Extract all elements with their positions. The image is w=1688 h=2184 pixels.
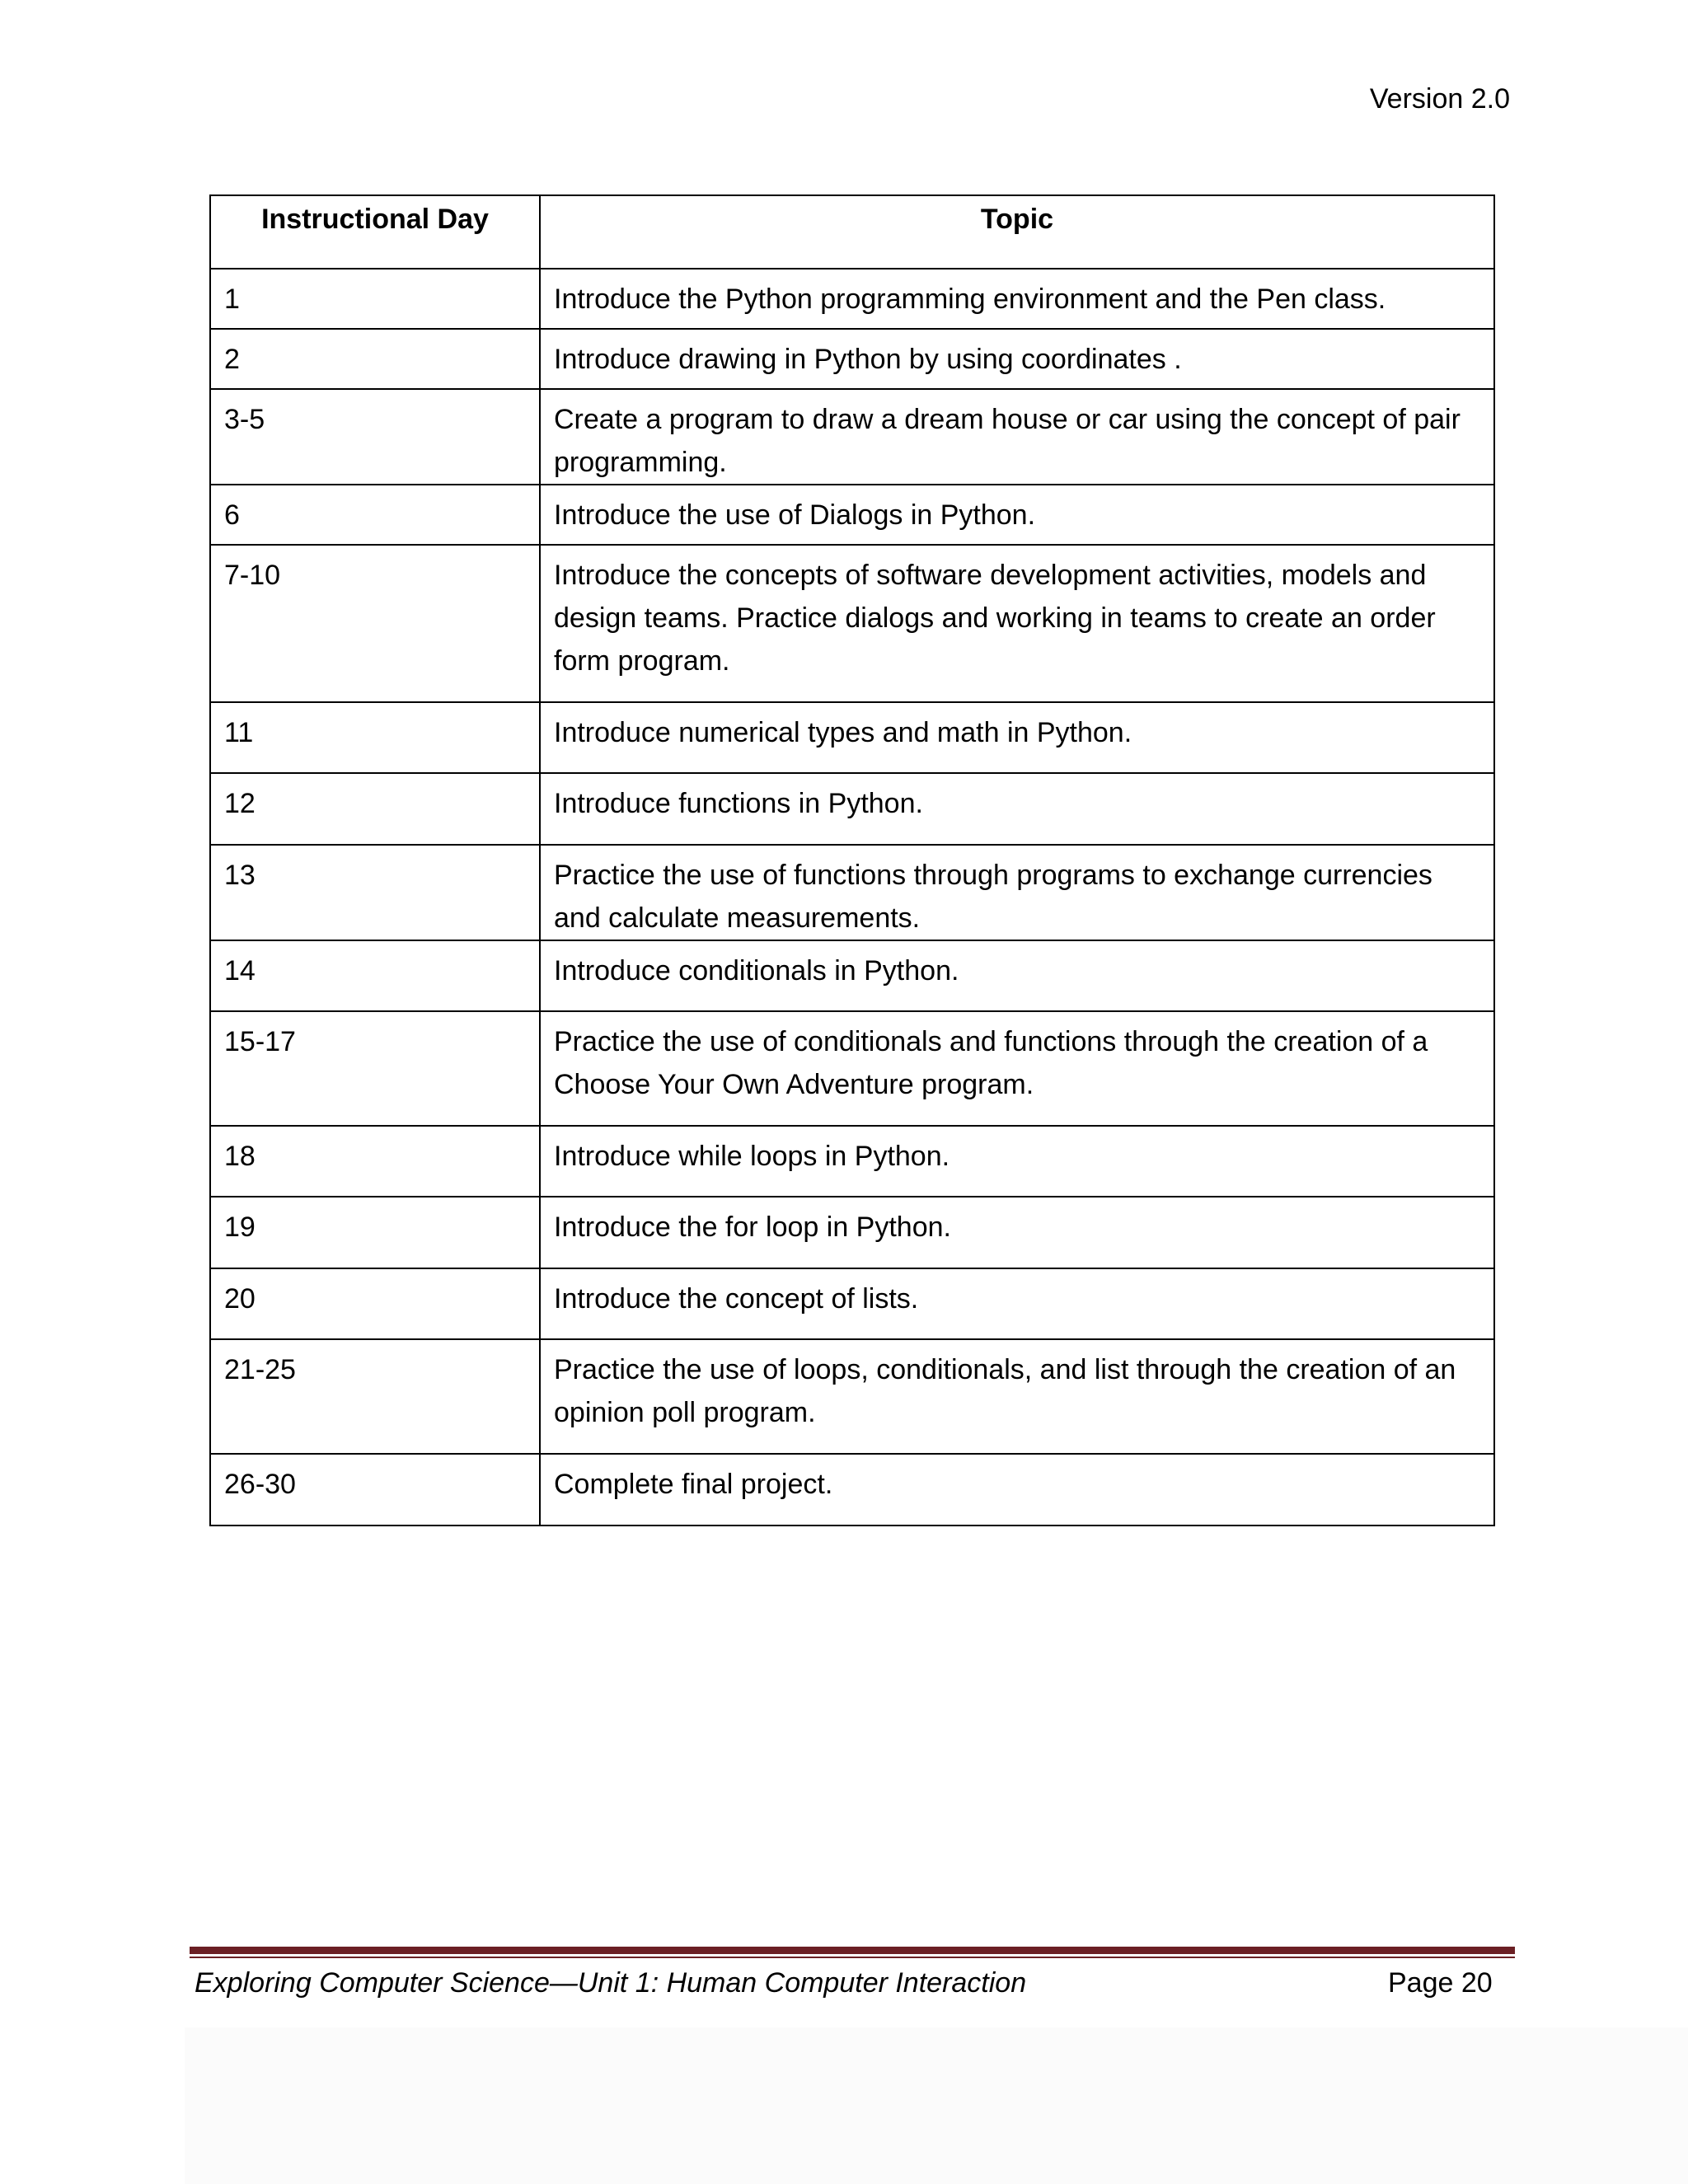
topic-cell: Introduce drawing in Python by using coordinates .	[540, 329, 1494, 389]
table-row	[210, 329, 1494, 389]
table-row	[210, 1454, 1494, 1526]
topic-cell: Introduce conditionals in Python.	[540, 940, 1494, 1011]
footer-title: Exploring Computer Science—Unit 1: Human Computer Interaction	[195, 1967, 1027, 1999]
table-row	[210, 773, 1494, 845]
version-label: Version 2.0	[1369, 83, 1510, 115]
header-instructional-day: Instructional Day	[210, 195, 540, 269]
day-cell: 11	[210, 702, 540, 773]
topic-cell: Introduce the use of Dialogs in Python.	[540, 485, 1494, 545]
day-cell: 21-25	[210, 1339, 540, 1454]
day-cell: 18	[210, 1126, 540, 1197]
topic-cell: Introduce the concepts of software development activities, models and design teams. Practice dialogs and working in teams to create an order form program.	[540, 545, 1494, 702]
topic-cell: Practice the use of functions through programs to exchange currencies and calculate measurements.	[540, 845, 1494, 940]
table-row	[210, 269, 1494, 329]
table-header-row	[210, 195, 1494, 269]
topic-cell: Complete final project.	[540, 1454, 1494, 1526]
footer-rule-thin-line	[190, 1957, 1515, 1958]
day-cell: 3-5	[210, 389, 540, 485]
table-row	[210, 1197, 1494, 1268]
day-cell: 20	[210, 1268, 540, 1339]
topic-cell: Introduce functions in Python.	[540, 773, 1494, 845]
topic-cell: Practice the use of conditionals and functions through the creation of a Choose Your Own Adventure program.	[540, 1011, 1494, 1126]
day-cell: 26-30	[210, 1454, 540, 1526]
table-row	[210, 485, 1494, 545]
table-row	[210, 1011, 1494, 1126]
day-cell: 13	[210, 845, 540, 940]
topic-cell: Create a program to draw a dream house or car using the concept of pair programming.	[540, 389, 1494, 485]
table-row	[210, 845, 1494, 940]
table-row	[210, 1339, 1494, 1454]
day-cell: 14	[210, 940, 540, 1011]
footer-rule-thick-line	[190, 1947, 1515, 1954]
table-row	[210, 702, 1494, 773]
instructional-schedule-table	[209, 194, 1495, 1526]
day-cell: 15-17	[210, 1011, 540, 1126]
table-row	[210, 389, 1494, 485]
day-cell: 1	[210, 269, 540, 329]
table-row	[210, 545, 1494, 702]
topic-cell: Introduce numerical types and math in Python.	[540, 702, 1494, 773]
day-cell: 7-10	[210, 545, 540, 702]
page-bottom-shade	[185, 2027, 1688, 2184]
topic-cell: Practice the use of loops, conditionals, and list through the creation of an opinion poll program.	[540, 1339, 1494, 1454]
topic-cell: Introduce the Python programming environment and the Pen class.	[540, 269, 1494, 329]
day-cell: 6	[210, 485, 540, 545]
table-row	[210, 1126, 1494, 1197]
footer-rule	[190, 1947, 1515, 1958]
day-cell: 19	[210, 1197, 540, 1268]
topic-cell: Introduce the concept of lists.	[540, 1268, 1494, 1339]
table-row	[210, 940, 1494, 1011]
header-topic: Topic	[540, 195, 1494, 269]
day-cell: 2	[210, 329, 540, 389]
table-row	[210, 1268, 1494, 1339]
day-cell: 12	[210, 773, 540, 845]
topic-cell: Introduce while loops in Python.	[540, 1126, 1494, 1197]
topic-cell: Introduce the for loop in Python.	[540, 1197, 1494, 1268]
footer-page-number: Page 20	[1388, 1967, 1493, 1999]
